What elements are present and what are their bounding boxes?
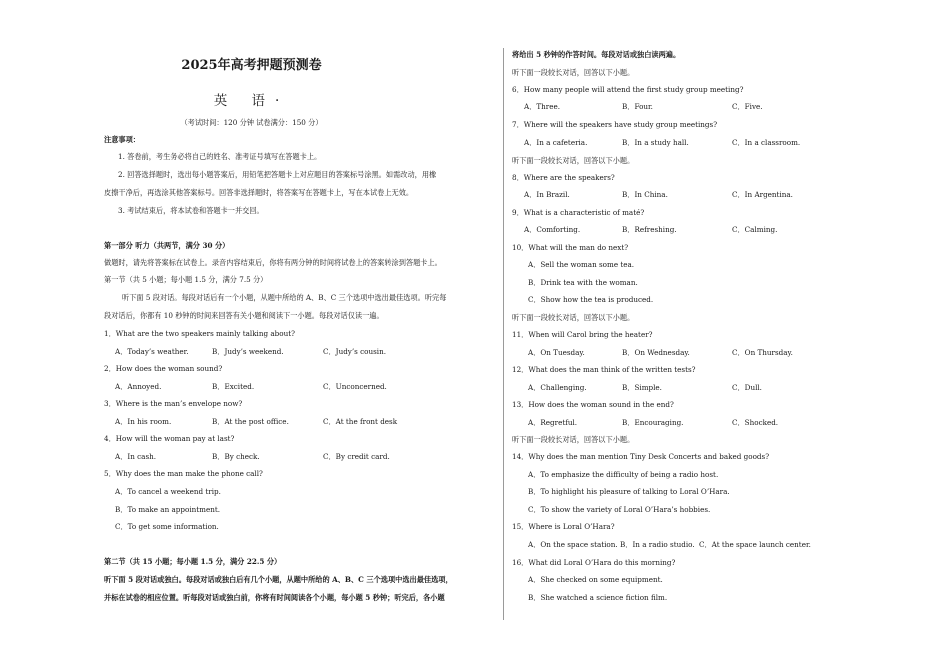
question-2: 2．How does the woman sound? (104, 364, 223, 373)
question-14: 14．Why does the man mention Tiny Desk Concerts and baked goods? (512, 452, 770, 461)
question-9: 9．What is a characteristic of maté? (512, 208, 645, 217)
q4-option-c: C．By credit card. (323, 452, 390, 461)
exam-info: （考试时间：120 分钟 试卷满分：150 分） (180, 118, 323, 127)
q12-option-a: A．Challenging. (528, 383, 587, 392)
notes-heading: 注意事项： (104, 135, 140, 144)
section2-intro-c: 将给出 5 秒钟的作答时间。每段对话或独白读两遍。 (512, 50, 681, 59)
section2-heading: 第二节（共 15 小题；每小题 1.5 分，满分 22.5 分） (104, 557, 282, 566)
q10-option-a: A．Sell the woman some tea. (528, 260, 635, 269)
subject-title: 英 语· (213, 93, 290, 109)
q8-option-a: A．In Brazil. (524, 190, 570, 199)
q1-option-c: C．Judy’s cousin. (323, 347, 386, 356)
question-13: 13．How does the woman sound in the end? (512, 400, 674, 409)
q7-option-c: C．In a classroom. (732, 138, 801, 147)
listen-instruction-4: 听下面一段较长对话，回答以下小题。 (512, 435, 635, 444)
q4-option-a: A．In cash. (115, 452, 157, 461)
q2-option-c: C．Unconcerned. (323, 382, 387, 391)
question-1: 1．What are the two speakers mainly talking about? (104, 329, 295, 338)
question-7: 7．Where will the speakers have study group meetings? (512, 120, 718, 129)
question-12: 12．What does the man think of the written tests? (512, 365, 696, 374)
part1-heading: 第一部分 听力（共两节，满分 30 分） (104, 241, 230, 250)
q2-option-b: B．Excited. (212, 382, 255, 391)
q10-option-b: B．Drink tea with the woman. (528, 278, 638, 287)
part1-intro: 做题时，请先将答案标在试卷上。录音内容结束后，你将有两分钟的时间将试卷上的答案转涂到答题卡上。 (104, 258, 442, 267)
q15-option-a: A．On the space station. (528, 540, 618, 549)
question-3: 3．Where is the man’s envelope now? (104, 399, 243, 408)
q16-option-b: B．She watched a science fiction film. (528, 593, 668, 602)
q12-option-c: C．Dull. (732, 383, 762, 392)
q6-option-c: C．Five. (732, 102, 763, 111)
q10-option-c: C．Show how the tea is produced. (528, 295, 654, 304)
q11-option-a: A．On Tuesday. (528, 348, 585, 357)
q13-option-c: C．Shocked. (732, 418, 779, 427)
question-4: 4．How will the woman pay at last? (104, 434, 235, 443)
section1-intro-b: 段对话后，你都有 10 秒钟的时间来回答有关小题和阅读下一小题。每段对话仅读一遍。 (104, 311, 384, 320)
q5-option-c: C．To get some information. (115, 522, 219, 531)
question-16: 16．What did Loral O’Hara do this morning? (512, 558, 676, 567)
listen-instruction-1: 听下面一段较长对话，回答以下小题。 (512, 68, 635, 77)
q14-option-b: B．To highlight his pleasure of talking to Loral O’Hara. (528, 487, 730, 496)
q9-option-b: B．Refreshing. (622, 225, 677, 234)
question-11: 11．When will Carol bring the heater? (512, 330, 653, 339)
question-10: 10．What will the man do next? (512, 243, 629, 252)
listen-instruction-3: 听下面一段较长对话，回答以下小题。 (512, 313, 635, 322)
section2-intro-b: 并标在试卷的相应位置。听每段对话或独白前，你将有时间阅读各个小题，每小题 5 秒钟；听完后，各小题 (104, 593, 445, 602)
q15-option-c: C．At the space launch center. (699, 540, 811, 549)
q3-option-b: B．At the post office. (212, 417, 289, 426)
question-5: 5．Why does the man make the phone call? (104, 469, 263, 478)
q11-option-c: C．On Thursday. (732, 348, 793, 357)
q13-option-a: A．Regretful. (528, 418, 578, 427)
notes-item-2b: 皮擦干净后，再选涂其他答案标号。回答非选择题时，将答案写在答题卡上，写在本试卷上无效。 (104, 188, 414, 197)
notes-item-2a: 2. 回答选择题时，选出每小题答案后，用铅笔把答题卡上对应题目的答案标号涂黑。如需改动，用橡 (118, 170, 437, 179)
section1-intro-a: 听下面 5 段对话。每段对话后有一个小题，从题中所给的 A、B、C 三个选项中选出最佳选项。听完每 (122, 293, 447, 302)
q8-option-c: C．In Argentina. (732, 190, 793, 199)
section2-intro-a: 听下面 5 段对话或独白。每段对话或独白后有几个小题，从题中所给的 A、B、C 三个选项中选出最佳选项， (104, 575, 453, 584)
q6-option-a: A．Three. (524, 102, 561, 111)
q15-option-b: B．In a radio studio. (620, 540, 695, 549)
notes-item-1: 1. 答卷前，考生务必将自己的姓名、准考证号填写在答题卡上。 (118, 152, 322, 161)
q1-option-a: A．Today’s weather. (115, 347, 189, 356)
q11-option-b: B．On Wednesday. (622, 348, 690, 357)
q14-option-a: A．To emphasize the difficulty of being a radio host. (528, 470, 719, 479)
listen-instruction-2: 听下面一段较长对话，回答以下小题。 (512, 156, 635, 165)
q9-option-a: A．Comforting. (524, 225, 581, 234)
column-divider (503, 48, 504, 620)
q5-option-a: A．To cancel a weekend trip. (115, 487, 221, 496)
q8-option-b: B．In China. (622, 190, 668, 199)
q7-option-b: B．In a study hall. (622, 138, 689, 147)
question-8: 8．Where are the speakers? (512, 173, 615, 182)
question-6: 6．How many people will attend the first study group meeting? (512, 85, 744, 94)
q4-option-b: B．By check. (212, 452, 260, 461)
exam-title: 2025年高考押题预测卷 (181, 58, 322, 73)
question-15: 15．Where is Loral O’Hara? (512, 522, 615, 531)
q5-option-b: B．To make an appointment. (115, 505, 221, 514)
q3-option-a: A．In his room. (115, 417, 172, 426)
q7-option-a: A．In a cafeteria. (524, 138, 588, 147)
notes-item-3: 3. 考试结束后，将本试卷和答题卡一并交回。 (118, 206, 264, 215)
q14-option-c: C．To show the variety of Loral O’Hara’s hobbies. (528, 505, 711, 514)
section1-heading: 第一节（共 5 小题；每小题 1.5 分，满分 7.5 分） (104, 275, 268, 284)
q12-option-b: B．Simple. (622, 383, 662, 392)
q13-option-b: B．Encouraging. (622, 418, 684, 427)
q3-option-c: C．At the front desk (323, 417, 398, 426)
q6-option-b: B．Four. (622, 102, 653, 111)
q9-option-c: C．Calming. (732, 225, 778, 234)
q2-option-a: A．Annoyed. (115, 382, 162, 391)
q16-option-a: A．She checked on some equipment. (528, 575, 663, 584)
q1-option-b: B．Judy’s weekend. (212, 347, 284, 356)
